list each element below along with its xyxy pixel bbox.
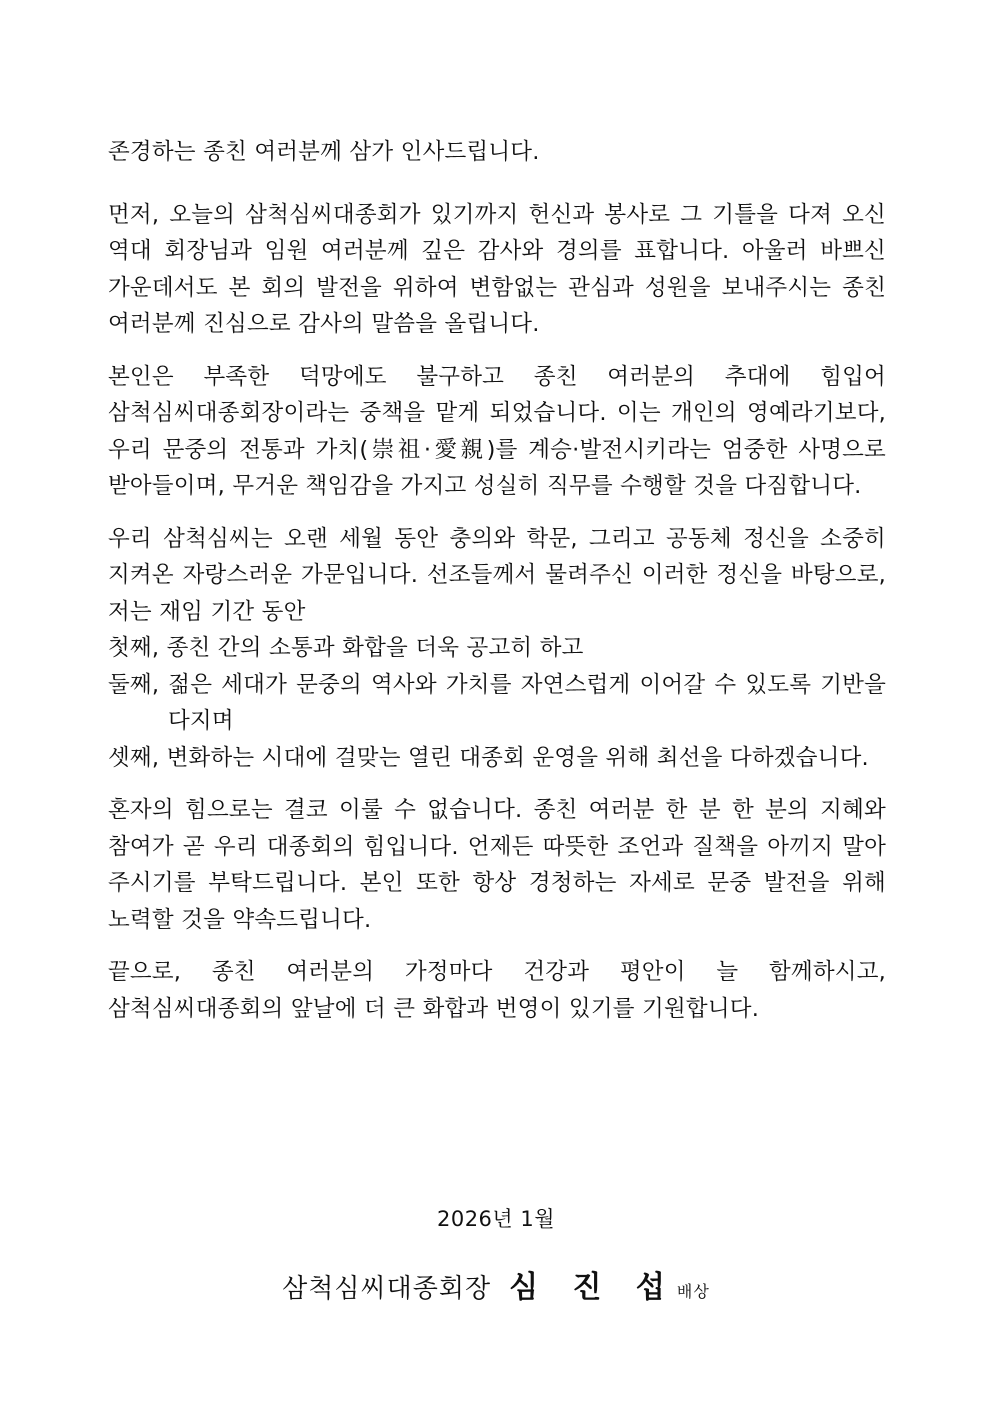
pledge-item-second: 둘째, 젊은 세대가 문중의 역사와 가치를 자연스럽게 이어갈 수 있도록 기반을 다지며 xyxy=(108,671,886,734)
greeting-line: 존경하는 종친 여러분께 삼가 인사드립니다. xyxy=(108,139,540,165)
signature-organization: 삼척심씨대종회장 xyxy=(282,1274,492,1304)
letter-date: 2026년 1월 xyxy=(436,1207,556,1231)
paragraph-closing: 끝으로, 종친 여러분의 가정마다 건강과 평안이 늘 함께하시고, 삼척심씨대종회의 앞날에 더 큰 화합과 번영이 있기를 기원합니다. xyxy=(108,959,886,1022)
signature-name: 심 진 섭 xyxy=(509,1270,677,1305)
letter-body xyxy=(108,134,886,1043)
signature-block xyxy=(0,1262,992,1306)
paragraph-request: 혼자의 힘으로는 결코 이룰 수 없습니다. 종친 여러분 한 분 한 분의 지혜와 참여가 곧 우리 대종회의 힘입니다. 언제든 따뜻한 조언과 질책을 아끼지 말아 주시기를 부탁드립니다. 본인 또한 항상 경청하는 자세로 문중 발전을 위해 노력할 것을 약속드립니다. xyxy=(108,797,886,933)
paragraph-pledges xyxy=(108,521,886,777)
paragraph-appointment: 본인은 부족한 덕망에도 불구하고 종친 여러분의 추대에 힘입어 삼척심씨대종회장이라는 중책을 맡게 되었습니다. 이는 개인의 영예라기보다, 우리 문중의 전통과 가치(崇祖·愛親)를 계승·발전시키라는 엄중한 사명으로 받아들이며, 무거운 책임감을 가지고 성실히 직무를 수행할 것을 다짐합니다. xyxy=(108,363,886,499)
signature-suffix: 배상 xyxy=(676,1282,710,1301)
pledge-item-third: 셋째, 변화하는 시대에 걸맞는 열린 대종회 운영을 위해 최선을 다하겠습니다. xyxy=(108,744,869,771)
paragraph-gratitude: 먼저, 오늘의 삼척심씨대종회가 있기까지 헌신과 봉사로 그 기틀을 다져 오신 역대 회장님과 임원 여러분께 깊은 감사와 경의를 표합니다. 아울러 바쁘신 가운데서도 본 회의 발전을 위하여 변함없는 관심과 성원을 보내주시는 종친 여러분께 진심으로 감사의 말씀을 올립니다. xyxy=(108,201,886,337)
pledge-item-first: 첫째, 종친 간의 소통과 화합을 더욱 공고히 하고 xyxy=(108,635,584,661)
pledges-intro: 우리 삼척심씨는 오랜 세월 동안 충의와 학문, 그리고 공동체 정신을 소중히 지켜온 자랑스러운 가문입니다. 선조들께서 물려주신 이러한 정신을 바탕으로, 저는 재임 기간 동안 xyxy=(108,525,886,625)
